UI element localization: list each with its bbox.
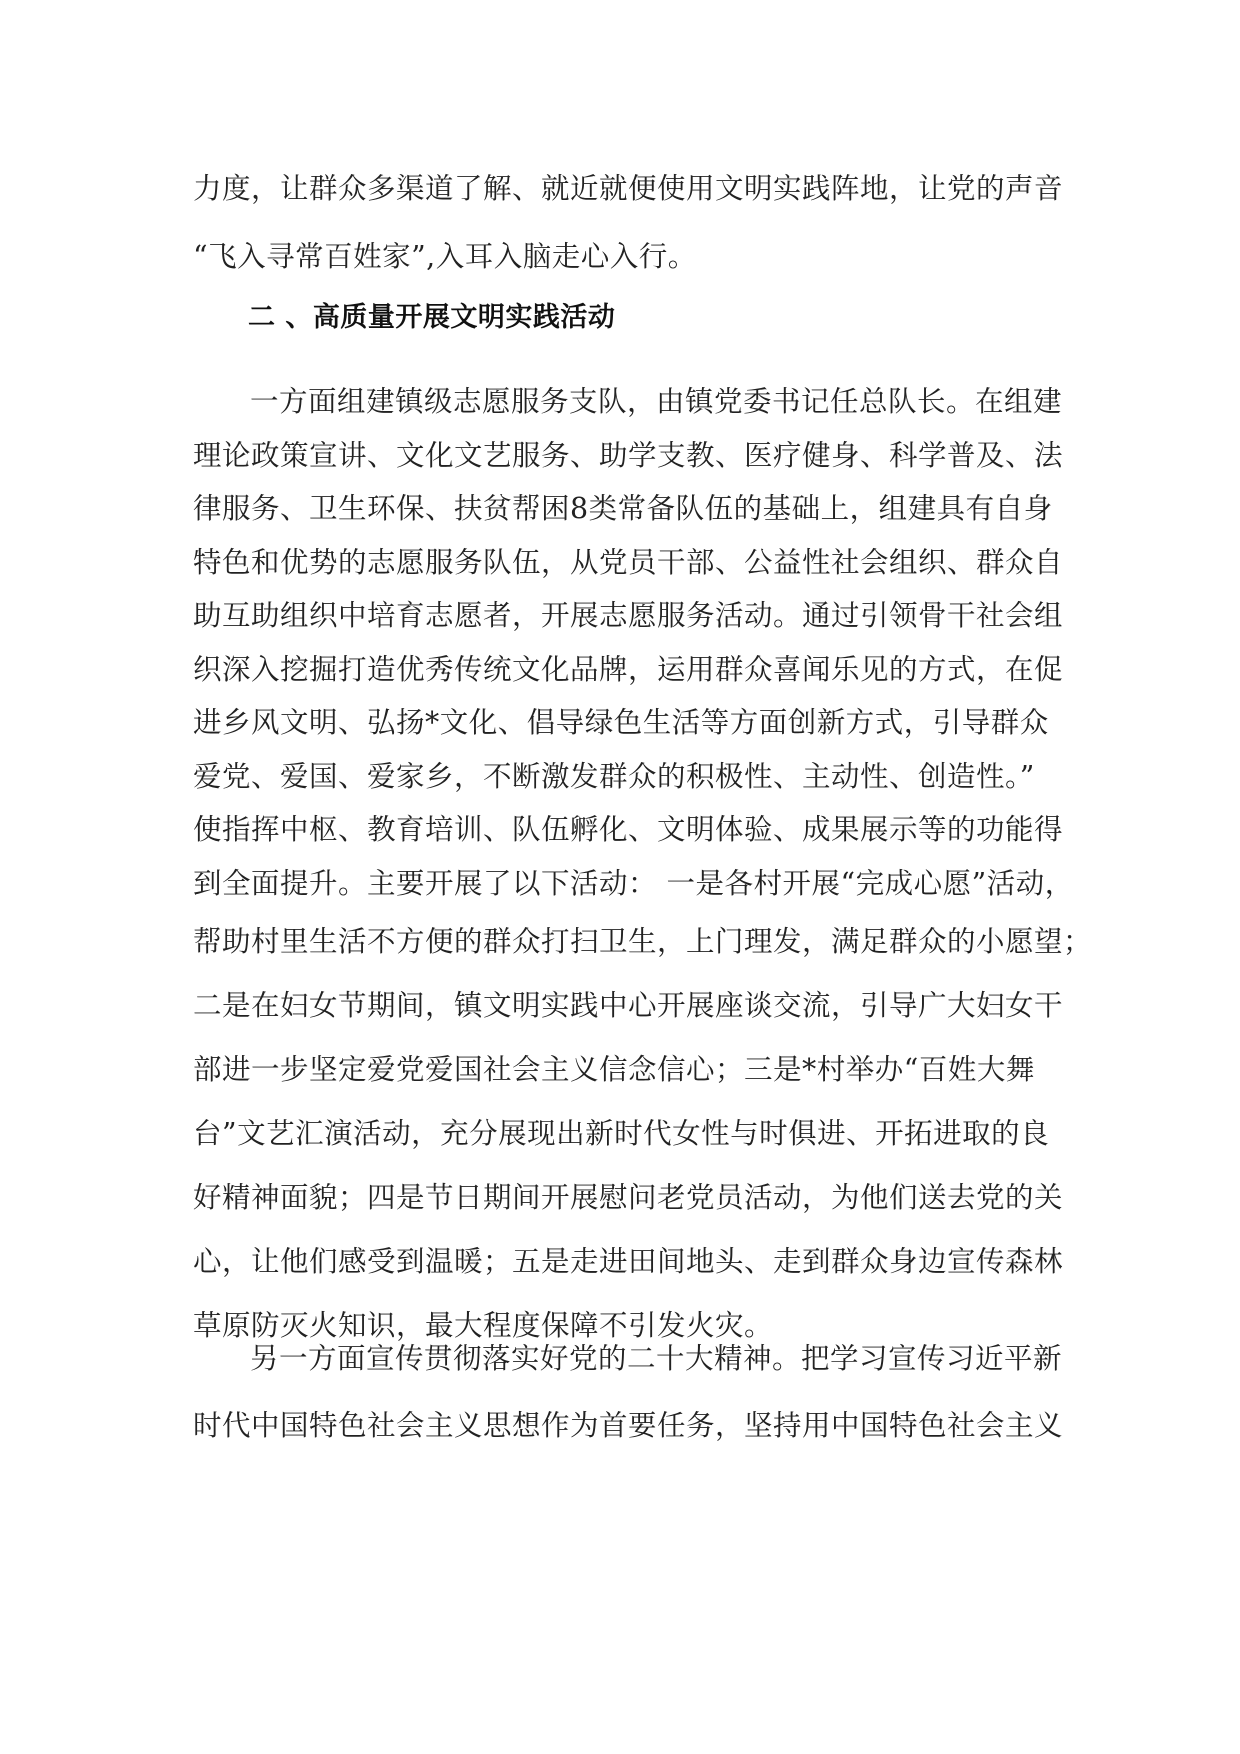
text-line: 时代中国特色社会主义思想作为首要任务，坚持用中国特色社会主义 — [193, 1409, 1064, 1442]
text-line: 特色和优势的志愿服务队伍，从党员干部、公益性社会组织、群众自 — [193, 545, 1064, 579]
text-line: 进乡风文明、弘扬*文化、倡导绿色生活等方面创新方式，引导群众 — [193, 706, 1049, 739]
text-line: 好精神面貌；四是节日期间开展慰问老党员活动，为他们送去党的关 — [193, 1181, 1064, 1214]
text-line: 律服务、卫生环保、扶贫帮困8类常备队伍的基础上，组建具有自身 — [193, 492, 1053, 525]
text-line: 使指挥中枢、教育培训、队伍孵化、文明体验、成果展示等的功能得 — [193, 813, 1064, 846]
text-line: 草原防灭火知识，最大程度保障不引发火灾。 — [193, 1309, 774, 1342]
paragraph-continuation — [193, 155, 1064, 291]
text-line: 部进一步坚定爱党爱国社会主义信念信心；三是*村举办“百姓大舞 — [193, 1053, 1035, 1086]
text-line: 力度，让群众多渠道了解、就近就便使用文明实践阵地，让党的声音 — [193, 172, 1064, 205]
text-line: 爱党、爱国、爱家乡，不断激发群众的积极性、主动性、创造性。” — [193, 759, 1035, 793]
paragraph-activities — [193, 375, 1093, 1358]
text-line: 二是在妇女节期间，镇文明实践中心开展座谈交流，引导广大妇女干 — [193, 989, 1064, 1022]
text-line: 一方面组建镇级志愿服务支队，由镇党委书记任总队长。在组建 — [250, 385, 1063, 418]
text-line: 帮助村里生活不方便的群众打扫卫生，上门理发，满足群众的小愿望； — [193, 925, 1093, 958]
text-line: 到全面提升。主要开展了以下活动： 一是各村开展“完成心愿”活动， — [193, 866, 1074, 900]
text-line: 心，让他们感受到温暖；五是走进田间地头、走到群众身边宣传森林 — [193, 1245, 1064, 1278]
text-line: “飞入寻常百姓家”,入耳入脑走心入行。 — [193, 240, 697, 273]
text-line: 另一方面宣传贯彻落实好党的二十大精神。把学习宣传习近平新 — [250, 1342, 1063, 1375]
text-line: 织深入挖掘打造优秀传统文化品牌，运用群众喜闻乐见的方式，在促 — [193, 652, 1064, 686]
text-line: 台”文艺汇演活动，充分展现出新时代女性与时俱进、开拓进取的良 — [193, 1117, 1050, 1150]
text-line: 助互助组织中培育志愿者，开展志愿服务活动。通过引领骨干社会组 — [193, 599, 1064, 632]
section-heading: 二 、高质量开展文明实践活动 — [248, 302, 616, 333]
paragraph-publicity — [193, 1325, 1064, 1459]
text-line: 理论政策宣讲、文化文艺服务、助学支教、医疗健身、科学普及、法 — [193, 438, 1064, 472]
